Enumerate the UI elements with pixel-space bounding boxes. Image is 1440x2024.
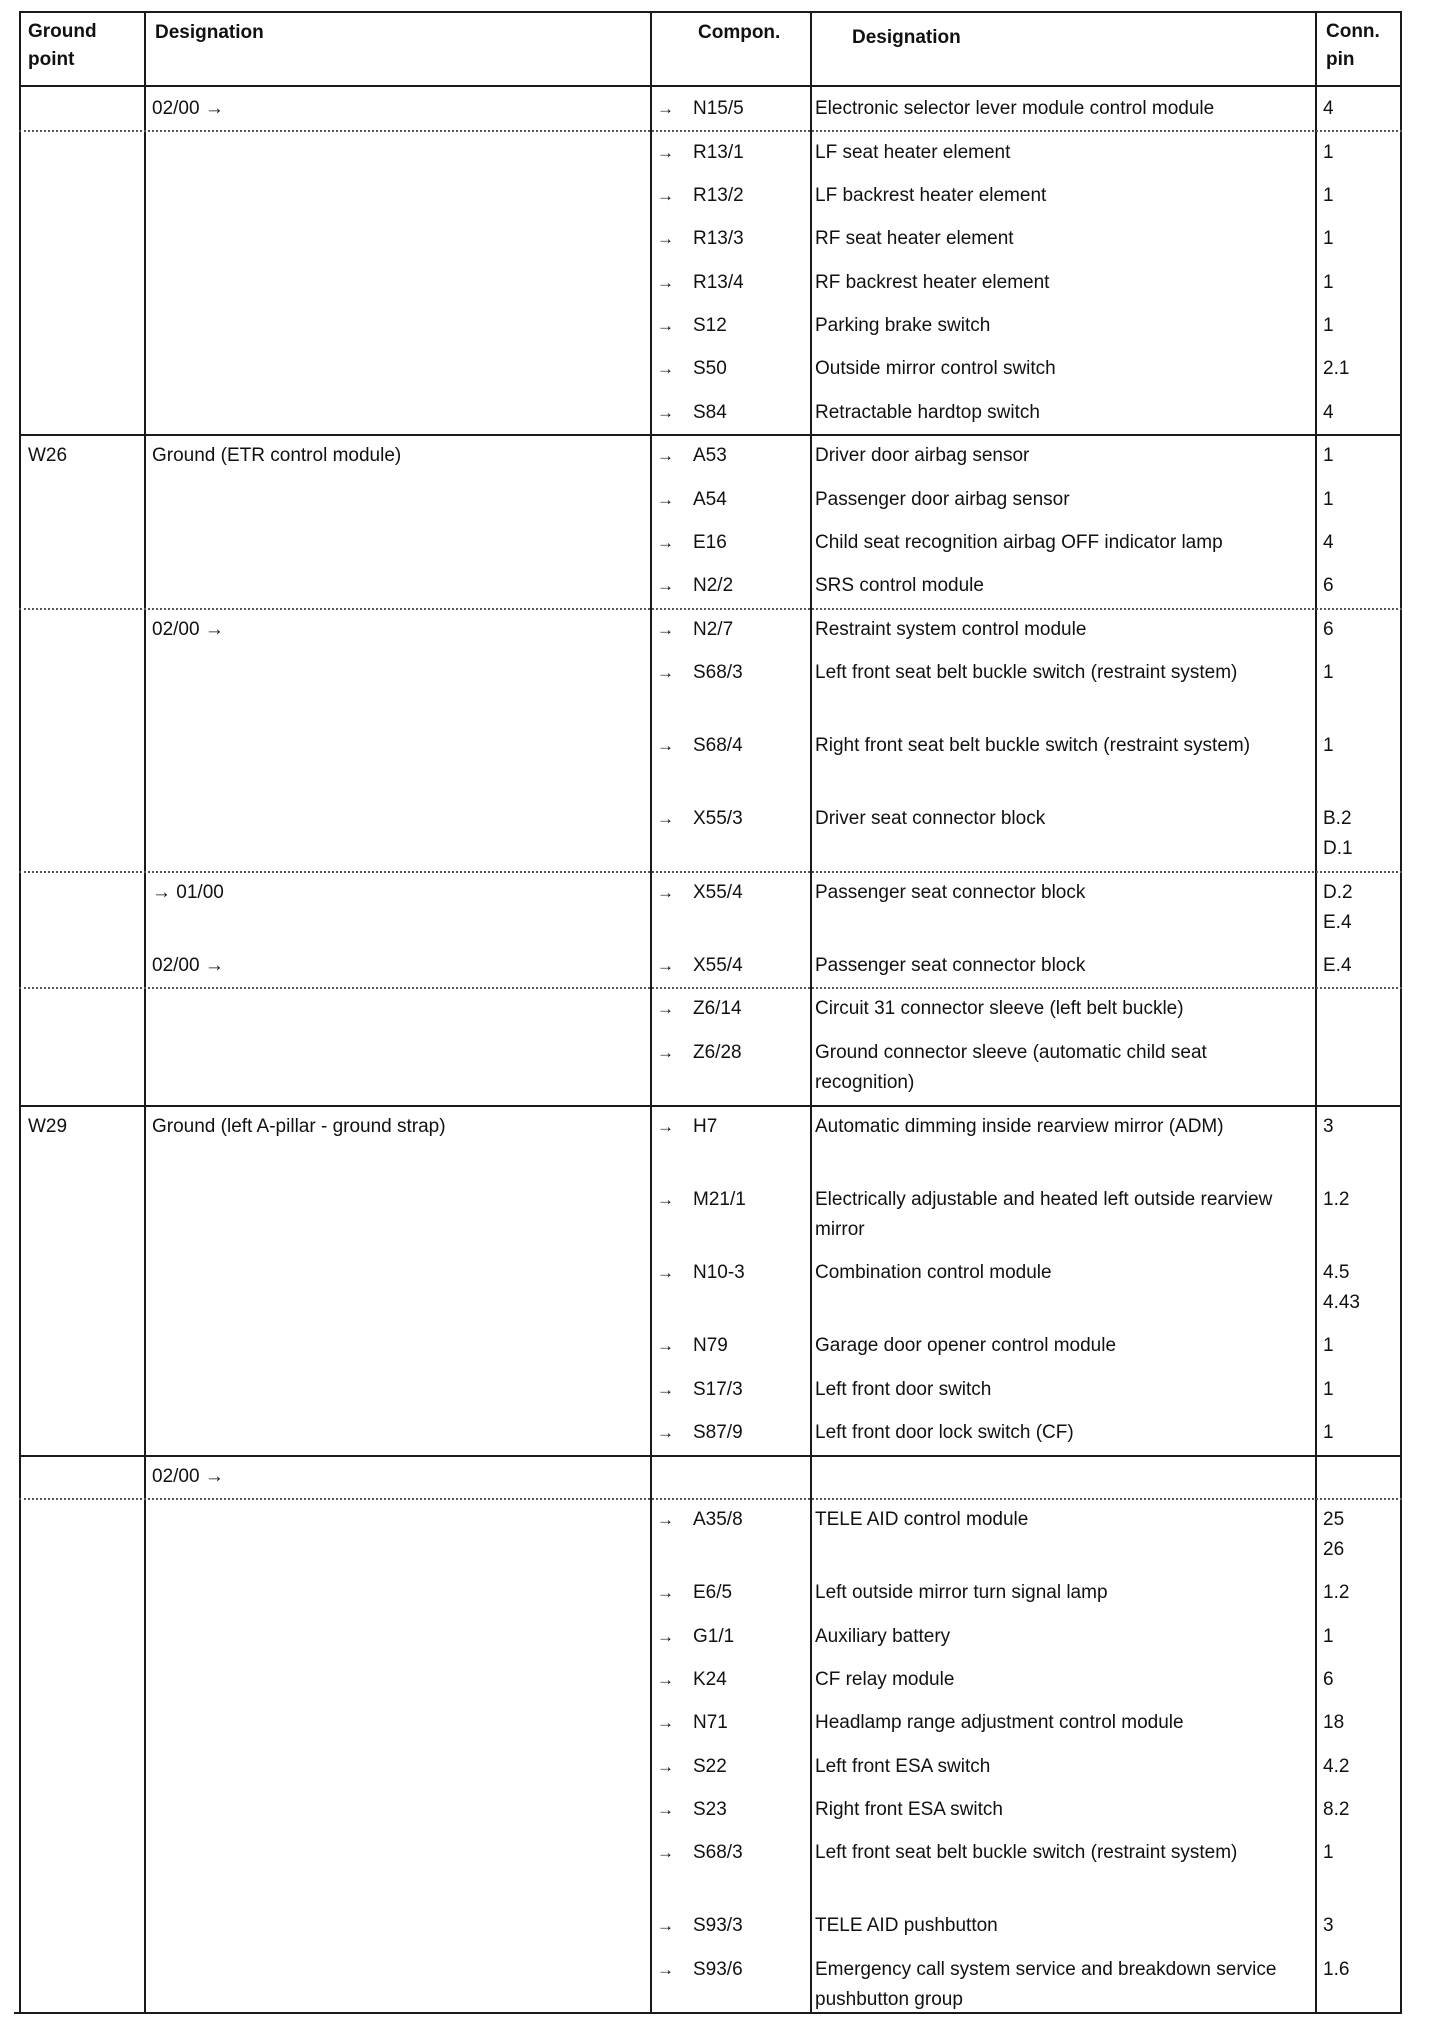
col-border-component-designation: [810, 11, 812, 2014]
component-designation-cell: Electrically adjustable and heated left outside rearview mirror: [815, 1189, 1273, 1240]
col-border-designation-pin: [1315, 11, 1317, 2014]
designation-cell: 02/00 →: [152, 619, 224, 640]
arrow-icon: →: [657, 1627, 674, 1646]
conn-pin-cell: B.2 D.1: [1323, 808, 1353, 859]
top-border: [19, 11, 1402, 13]
conn-pin-cell: 4: [1323, 98, 1334, 119]
component-designation-cell: LF backrest heater element: [815, 185, 1047, 206]
component-designation-cell: Driver seat connector block: [815, 808, 1046, 829]
arrow-icon: →: [657, 1423, 674, 1442]
conn-pin-cell: 6: [1323, 575, 1334, 596]
component-designation-cell: RF seat heater element: [815, 228, 1014, 249]
dotted-separator: [19, 987, 1402, 989]
component-code-cell: X55/4: [693, 955, 743, 976]
component-code-cell: S22: [693, 1756, 727, 1777]
conn-pin-cell: 2.1: [1323, 358, 1350, 379]
component-code-cell: S68/4: [693, 735, 743, 756]
arrow-icon: →: [657, 1960, 674, 1979]
arrow-icon: →: [657, 186, 674, 205]
conn-pin-cell: 4: [1323, 532, 1334, 553]
arrow-icon: →: [657, 1043, 674, 1062]
component-designation-cell: Left front seat belt buckle switch (restraint system): [815, 1842, 1238, 1863]
component-designation-cell: Left front door switch: [815, 1379, 992, 1400]
conn-pin-cell: 1: [1323, 445, 1334, 466]
conn-pin-cell: E.4: [1323, 955, 1352, 976]
arrow-icon: →: [657, 956, 674, 975]
arrow-icon: →: [657, 403, 674, 422]
arrow-icon: →: [657, 736, 674, 755]
header-conn-pin: Conn. pin: [1326, 21, 1380, 70]
component-designation-cell: Electronic selector lever module control module: [815, 98, 1215, 119]
component-designation-cell: Passenger door airbag sensor: [815, 489, 1070, 510]
conn-pin-cell: 1: [1323, 1422, 1334, 1443]
component-code-cell: A54: [693, 489, 727, 510]
group-separator: [19, 1455, 1402, 1457]
component-designation-cell: Driver door airbag sensor: [815, 445, 1030, 466]
ground-point-cell: W26: [28, 445, 68, 466]
component-code-cell: S84: [693, 402, 727, 423]
conn-pin-cell: 25 26: [1323, 1509, 1345, 1560]
col-border-left: [19, 11, 21, 2014]
component-designation-cell: Left front ESA switch: [815, 1756, 991, 1777]
arrow-icon: →: [657, 359, 674, 378]
component-code-cell: E16: [693, 532, 727, 553]
component-code-cell: R13/3: [693, 228, 744, 249]
arrow-icon: →: [657, 1843, 674, 1862]
designation-cell: 02/00 →: [152, 955, 224, 976]
component-code-cell: M21/1: [693, 1189, 746, 1210]
component-code-cell: X55/3: [693, 808, 743, 829]
col-border-ground-designation: [144, 11, 146, 2014]
component-designation-cell: TELE AID pushbutton: [815, 1915, 998, 1936]
conn-pin-cell: 1.2: [1323, 1189, 1350, 1210]
component-designation-cell: Automatic dimming inside rearview mirror (ADM): [815, 1116, 1224, 1137]
component-code-cell: S87/9: [693, 1422, 743, 1443]
dotted-separator: [19, 130, 1402, 132]
conn-pin-cell: 4.2: [1323, 1756, 1350, 1777]
arrow-icon: →: [657, 576, 674, 595]
col-border-designation-component: [650, 11, 652, 2014]
component-code-cell: N79: [693, 1335, 728, 1356]
component-code-cell: K24: [693, 1669, 727, 1690]
group-separator: [19, 1105, 1402, 1107]
component-designation-cell: Child seat recognition airbag OFF indicator lamp: [815, 532, 1223, 553]
arrow-icon: →: [657, 1510, 674, 1529]
component-code-cell: N71: [693, 1712, 728, 1733]
arrow-icon: →: [657, 273, 674, 292]
component-code-cell: N2/7: [693, 619, 734, 640]
arrow-icon: →: [657, 1757, 674, 1776]
component-code-cell: N10-3: [693, 1262, 745, 1283]
conn-pin-cell: 1: [1323, 272, 1334, 293]
conn-pin-cell: 3: [1323, 1915, 1334, 1936]
arrow-icon: →: [657, 1263, 674, 1282]
component-designation-cell: TELE AID control module: [815, 1509, 1029, 1530]
arrow-icon: →: [657, 1916, 674, 1935]
conn-pin-cell: 4.5 4.43: [1323, 1262, 1360, 1313]
group-separator: [19, 434, 1402, 436]
header-ground-point: Ground point: [28, 21, 97, 70]
component-designation-cell: Restraint system control module: [815, 619, 1087, 640]
header-comp-designation: Designation: [852, 27, 961, 48]
arrow-icon: →: [657, 533, 674, 552]
dotted-separator: [19, 871, 1402, 873]
component-designation-cell: Left front seat belt buckle switch (restraint system): [815, 662, 1238, 683]
header-designation: Designation: [155, 22, 264, 43]
component-code-cell: E6/5: [693, 1582, 733, 1603]
arrow-icon: →: [657, 143, 674, 162]
component-code-cell: S93/6: [693, 1959, 743, 1980]
arrow-icon: →: [657, 1190, 674, 1209]
component-code-cell: Z6/28: [693, 1042, 742, 1063]
conn-pin-cell: 1: [1323, 185, 1334, 206]
component-code-cell: S50: [693, 358, 727, 379]
component-code-cell: S68/3: [693, 1842, 743, 1863]
component-code-cell: S17/3: [693, 1379, 743, 1400]
component-code-cell: S68/3: [693, 662, 743, 683]
conn-pin-cell: 4: [1323, 402, 1334, 423]
conn-pin-cell: 6: [1323, 619, 1334, 640]
component-designation-cell: Right front ESA switch: [815, 1799, 1003, 1820]
component-code-cell: A35/8: [693, 1509, 743, 1530]
component-designation-cell: Ground connector sleeve (automatic child seat recognition): [815, 1042, 1207, 1093]
component-code-cell: X55/4: [693, 882, 743, 903]
dotted-separator: [19, 1498, 1402, 1500]
component-designation-cell: Retractable hardtop switch: [815, 402, 1040, 423]
arrow-icon: →: [657, 1336, 674, 1355]
designation-cell: 02/00 →: [152, 98, 224, 119]
conn-pin-cell: 1.2: [1323, 1582, 1350, 1603]
conn-pin-cell: 1: [1323, 1379, 1334, 1400]
component-designation-cell: Circuit 31 connector sleeve (left belt buckle): [815, 998, 1184, 1019]
arrow-icon: →: [657, 229, 674, 248]
arrow-icon: →: [657, 1800, 674, 1819]
conn-pin-cell: 1.6: [1323, 1959, 1350, 1980]
component-code-cell: N2/2: [693, 575, 734, 596]
component-designation-cell: Passenger seat connector block: [815, 955, 1086, 976]
component-code-cell: G1/1: [693, 1626, 735, 1647]
component-designation-cell: CF relay module: [815, 1669, 955, 1690]
component-code-cell: N15/5: [693, 98, 744, 119]
arrow-icon: →: [657, 1380, 674, 1399]
arrow-icon: →: [657, 809, 674, 828]
component-designation-cell: Emergency call system service and breakdown service pushbutton group: [815, 1959, 1277, 2010]
conn-pin-cell: 1: [1323, 1842, 1334, 1863]
arrow-icon: →: [657, 1117, 674, 1136]
designation-cell: 02/00 →: [152, 1466, 224, 1487]
component-code-cell: H7: [693, 1116, 718, 1137]
arrow-icon: →: [657, 1670, 674, 1689]
ground-point-cell: W29: [28, 1116, 68, 1137]
arrow-icon: →: [657, 316, 674, 335]
dotted-separator: [19, 608, 1402, 610]
arrow-icon: →: [657, 1713, 674, 1732]
arrow-icon: →: [657, 620, 674, 639]
arrow-icon: →: [657, 663, 674, 682]
conn-pin-cell: 1: [1323, 1335, 1334, 1356]
component-designation-cell: Passenger seat connector block: [815, 882, 1086, 903]
component-designation-cell: Garage door opener control module: [815, 1335, 1117, 1356]
header-bottom-border: [19, 85, 1402, 87]
conn-pin-cell: 8.2: [1323, 1799, 1350, 1820]
component-designation-cell: Right front seat belt buckle switch (restraint system): [815, 735, 1251, 756]
component-designation-cell: Combination control module: [815, 1262, 1052, 1283]
conn-pin-cell: 1: [1323, 662, 1334, 683]
component-code-cell: R13/1: [693, 142, 744, 163]
component-code-cell: R13/4: [693, 272, 744, 293]
component-code-cell: R13/2: [693, 185, 744, 206]
arrow-icon: →: [657, 446, 674, 465]
component-designation-cell: RF backrest heater element: [815, 272, 1050, 293]
conn-pin-cell: 1: [1323, 228, 1334, 249]
component-code-cell: A53: [693, 445, 727, 466]
conn-pin-cell: D.2 E.4: [1323, 882, 1353, 933]
component-designation-cell: Headlamp range adjustment control module: [815, 1712, 1184, 1733]
component-code-cell: S23: [693, 1799, 727, 1820]
component-code-cell: S93/3: [693, 1915, 743, 1936]
arrow-icon: →: [657, 999, 674, 1018]
arrow-icon: →: [657, 1583, 674, 1602]
conn-pin-cell: 1: [1323, 315, 1334, 336]
conn-pin-cell: 18: [1323, 1712, 1345, 1733]
component-code-cell: S12: [693, 315, 727, 336]
conn-pin-cell: 3: [1323, 1116, 1334, 1137]
header-component: Compon.: [698, 22, 781, 43]
component-designation-cell: LF seat heater element: [815, 142, 1011, 163]
designation-cell: → 01/00: [152, 882, 224, 903]
component-code-cell: Z6/14: [693, 998, 742, 1019]
component-designation-cell: Left outside mirror turn signal lamp: [815, 1582, 1108, 1603]
component-designation-cell: Parking brake switch: [815, 315, 991, 336]
conn-pin-cell: 1: [1323, 735, 1334, 756]
conn-pin-cell: 1: [1323, 142, 1334, 163]
conn-pin-cell: 1: [1323, 489, 1334, 510]
component-designation-cell: Left front door lock switch (CF): [815, 1422, 1074, 1443]
conn-pin-cell: 1: [1323, 1626, 1334, 1647]
component-designation-cell: SRS control module: [815, 575, 984, 596]
component-designation-cell: Auxiliary battery: [815, 1626, 951, 1647]
designation-cell: Ground (ETR control module): [152, 445, 402, 466]
component-designation-cell: Outside mirror control switch: [815, 358, 1056, 379]
arrow-icon: →: [657, 99, 674, 118]
designation-cell: Ground (left A-pillar - ground strap): [152, 1116, 446, 1137]
arrow-icon: →: [657, 883, 674, 902]
col-border-right: [1400, 11, 1402, 2014]
arrow-icon: →: [657, 490, 674, 509]
conn-pin-cell: 6: [1323, 1669, 1334, 1690]
